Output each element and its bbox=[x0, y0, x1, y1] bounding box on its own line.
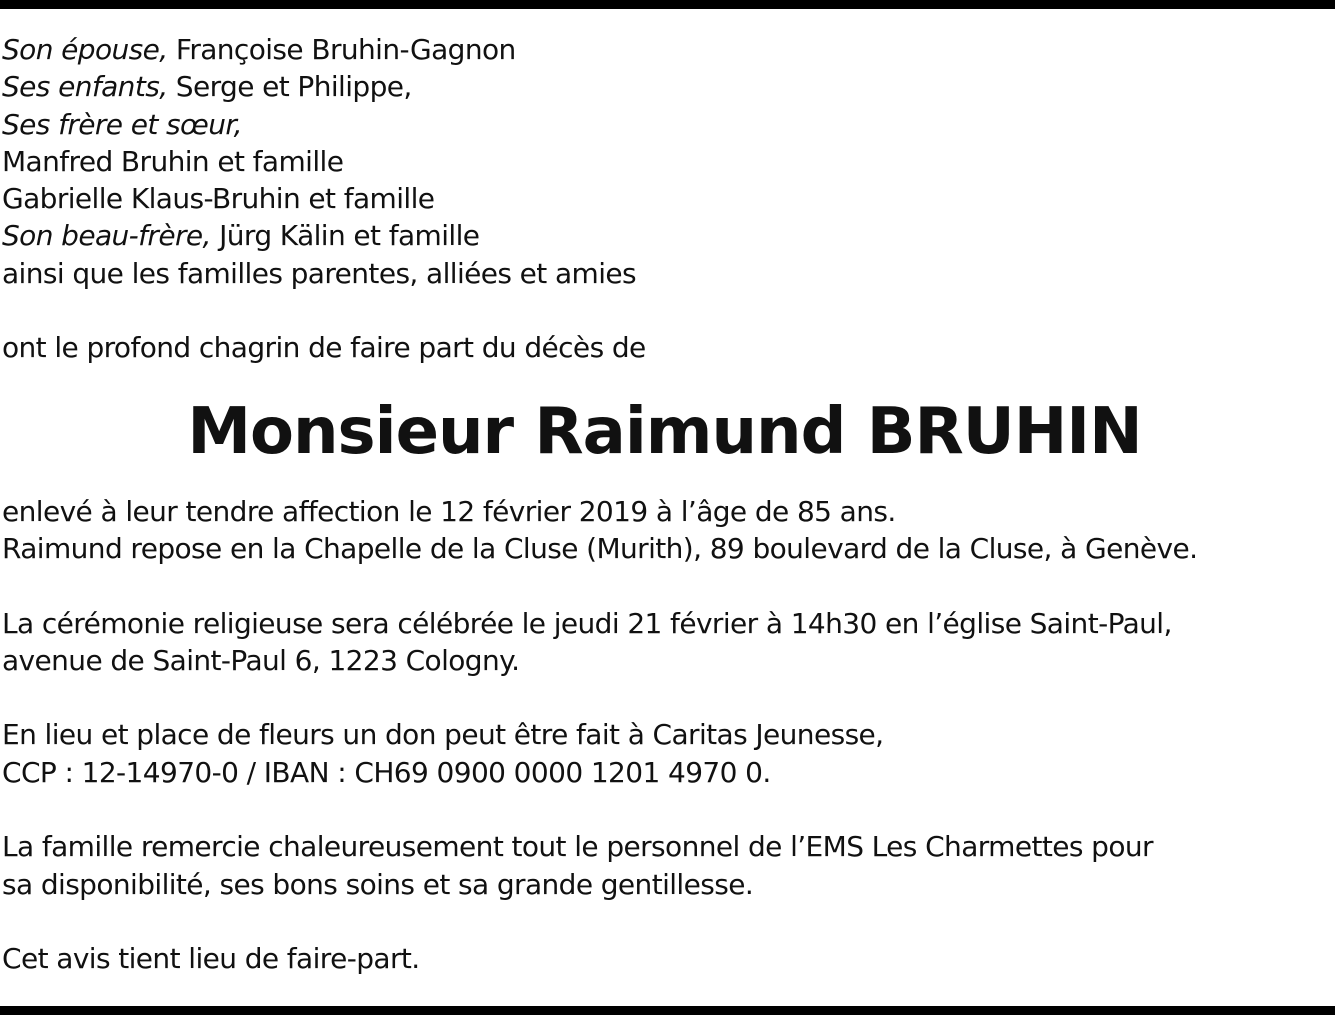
family-spouse-line bbox=[2, 31, 1327, 68]
brother-in-law-label: Son beau-frère, bbox=[2, 219, 211, 253]
spacer bbox=[2, 292, 1327, 329]
thanks-line-1: La famille remercie chaleureusement tout le personnel de l’EMS Les Charmettes pour bbox=[2, 830, 1153, 864]
passing-line-2: Raimund repose en la Chapelle de la Cluse (Murith), 89 boulevard de la Cluse, à Genève. bbox=[2, 531, 1198, 565]
spacer bbox=[2, 679, 1327, 716]
family-siblings-label bbox=[2, 106, 1327, 143]
family-children-line bbox=[2, 68, 1327, 105]
spacer bbox=[2, 791, 1327, 828]
bottom-border-rule bbox=[0, 1006, 1335, 1015]
spouse-label: Son épouse, bbox=[2, 33, 168, 66]
donation-line-2: CCP : 12-14970-0 / IBAN : CH69 0900 0000 1201 4970 0. bbox=[2, 755, 771, 789]
family-brother-in-law-line bbox=[2, 217, 1327, 254]
family-sibling-2: Gabrielle Klaus-Bruhin et famille bbox=[2, 182, 435, 216]
ceremony-line-1: La cérémonie religieuse sera célébrée le jeudi 21 février à 14h30 en l’église Saint-Paul, bbox=[2, 606, 1172, 640]
children-label: Ses enfants, bbox=[2, 70, 168, 104]
donation-line-1: En lieu et place de fleurs un don peut être fait à Caritas Jeunesse, bbox=[2, 718, 884, 752]
top-border-rule bbox=[0, 0, 1335, 9]
spacer bbox=[2, 903, 1327, 940]
thanks-line-2: sa disponibilité, ses bons soins et sa grande gentillesse. bbox=[2, 867, 754, 901]
ceremony-line-2: avenue de Saint-Paul 6, 1223 Cologny. bbox=[2, 643, 520, 677]
spouse-names: Françoise Bruhin-Gagnon bbox=[167, 33, 516, 66]
siblings-label: Ses frère et sœur, bbox=[2, 107, 242, 141]
closing-line: Cet avis tient lieu de faire-part. bbox=[2, 942, 420, 976]
family-others-line: ainsi que les familles parentes, alliées et amies bbox=[2, 256, 637, 290]
brother-in-law-names: Jürg Kälin et famille bbox=[210, 219, 480, 253]
children-names: Serge et Philippe, bbox=[167, 70, 412, 104]
passing-line-1: enlevé à leur tendre affection le 12 février 2019 à l’âge de 85 ans. bbox=[2, 494, 896, 528]
deceased-name-heading: Monsieur Raimund BRUHIN bbox=[187, 394, 1142, 469]
obituary-notice bbox=[2, 31, 1327, 978]
announcement-line: ont le profond chagrin de faire part du décès de bbox=[2, 331, 646, 365]
family-sibling-1: Manfred Bruhin et famille bbox=[2, 144, 344, 178]
spacer bbox=[2, 567, 1327, 604]
